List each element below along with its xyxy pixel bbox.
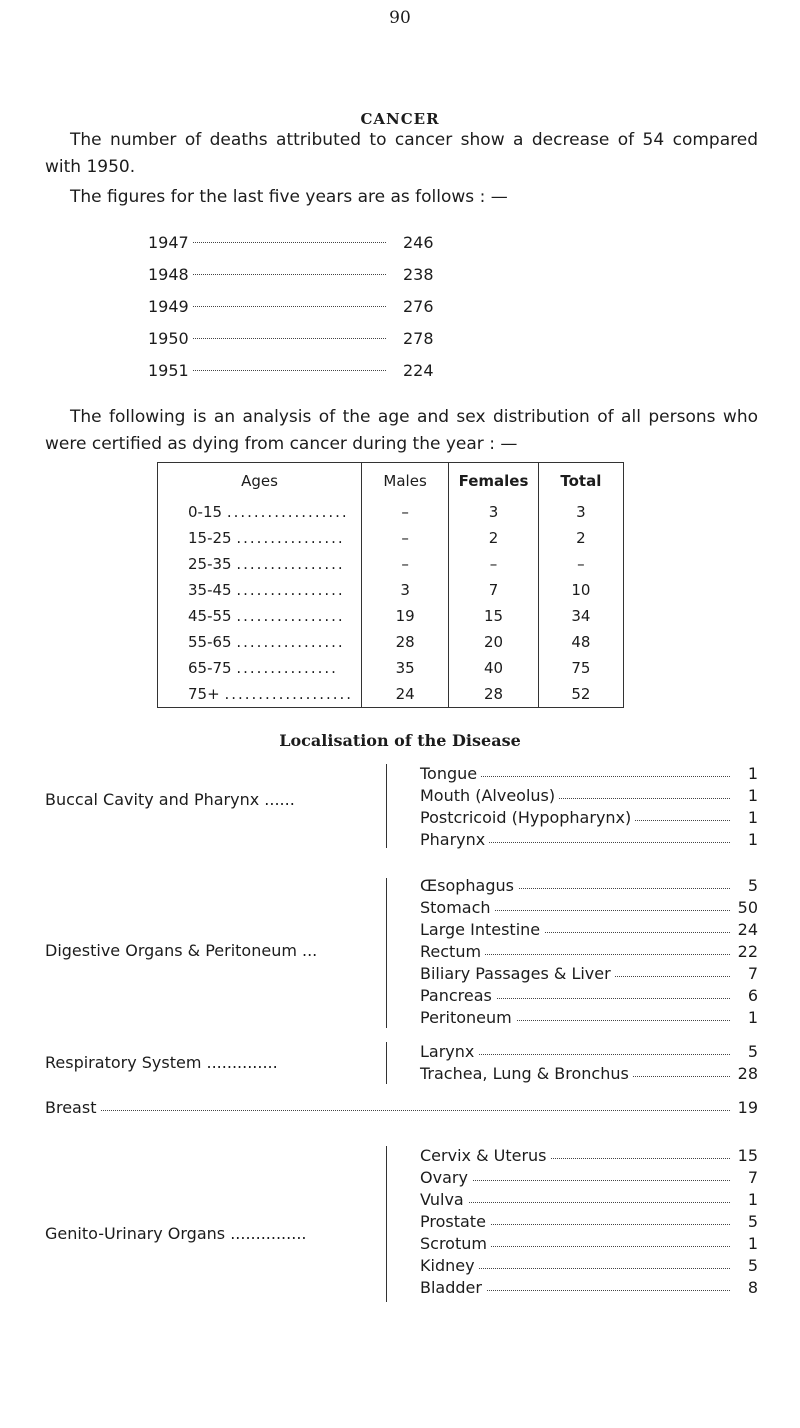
list-item: Biliary Passages & Liver 7 bbox=[420, 964, 758, 983]
group-label-breast: Breast 19 bbox=[45, 1098, 758, 1117]
age-cell: 15-25 ................ bbox=[158, 525, 362, 551]
list-item: Vulva 1 bbox=[420, 1190, 758, 1209]
figures-intro: The figures for the last five years are as follows : — bbox=[70, 187, 508, 207]
year: 1948 bbox=[148, 265, 189, 284]
females-cell: 40 bbox=[449, 655, 538, 681]
year: 1949 bbox=[148, 297, 189, 316]
table-row bbox=[158, 499, 624, 525]
deaths: 246 bbox=[403, 233, 434, 252]
year-row bbox=[148, 265, 488, 295]
table-row bbox=[158, 655, 624, 681]
total-cell: 2 bbox=[538, 525, 623, 551]
total-cell: 3 bbox=[538, 499, 623, 525]
header-males: Males bbox=[361, 463, 448, 500]
males-cell: 24 bbox=[361, 681, 448, 708]
total-cell: 52 bbox=[538, 681, 623, 708]
year-row bbox=[148, 233, 488, 263]
age-cell: 45-55 ................ bbox=[158, 603, 362, 629]
table-header-row bbox=[158, 463, 624, 500]
males-cell: – bbox=[361, 499, 448, 525]
table-row bbox=[158, 577, 624, 603]
year-row bbox=[148, 329, 488, 359]
list-item: Scrotum 1 bbox=[420, 1234, 758, 1253]
total-cell: – bbox=[538, 551, 623, 577]
brace bbox=[386, 1146, 395, 1302]
brace bbox=[386, 1042, 395, 1084]
deaths: 224 bbox=[403, 361, 434, 380]
list-item: Trachea, Lung & Bronchus 28 bbox=[420, 1064, 758, 1083]
page-title: CANCER bbox=[360, 110, 440, 128]
list-item: Pancreas 6 bbox=[420, 986, 758, 1005]
deaths: 276 bbox=[403, 297, 434, 316]
localisation-title: Localisation of the Disease bbox=[279, 731, 521, 750]
year: 1950 bbox=[148, 329, 189, 348]
age-cell: 35-45 ................ bbox=[158, 577, 362, 603]
total-cell: 10 bbox=[538, 577, 623, 603]
list-item: Rectum 22 bbox=[420, 942, 758, 961]
table-row bbox=[158, 629, 624, 655]
males-cell: 28 bbox=[361, 629, 448, 655]
females-cell: 7 bbox=[449, 577, 538, 603]
table-row bbox=[158, 603, 624, 629]
list-item: Large Intestine 24 bbox=[420, 920, 758, 939]
age-cell: 25-35 ................ bbox=[158, 551, 362, 577]
females-cell: 20 bbox=[449, 629, 538, 655]
header-ages: Ages bbox=[158, 463, 362, 500]
list-item: Pharynx 1 bbox=[420, 830, 758, 849]
males-cell: 35 bbox=[361, 655, 448, 681]
list-item: Kidney 5 bbox=[420, 1256, 758, 1275]
table-row bbox=[158, 525, 624, 551]
header-total: Total bbox=[538, 463, 623, 500]
list-item: Larynx 5 bbox=[420, 1042, 758, 1061]
total-cell: 34 bbox=[538, 603, 623, 629]
list-item: Ovary 7 bbox=[420, 1168, 758, 1187]
males-cell: 3 bbox=[361, 577, 448, 603]
analysis-intro: The following is an analysis of the age and sex distribution of all persons who were certified as dying from cancer during the year : — bbox=[45, 407, 758, 454]
age-sex-table bbox=[157, 462, 624, 708]
deaths: 278 bbox=[403, 329, 434, 348]
males-cell: – bbox=[361, 525, 448, 551]
table-row bbox=[158, 681, 624, 708]
list-item: Prostate 5 bbox=[420, 1212, 758, 1231]
list-item: Postcricoid (Hypopharynx) 1 bbox=[420, 808, 758, 827]
females-cell: 15 bbox=[449, 603, 538, 629]
table-row bbox=[158, 551, 624, 577]
intro-paragraph: The number of deaths attributed to cancer show a decrease of 54 compared with 1950. bbox=[45, 130, 758, 177]
page-number: 90 bbox=[389, 8, 411, 28]
age-cell: 75+ ................... bbox=[158, 681, 362, 708]
year: 1947 bbox=[148, 233, 189, 252]
brace bbox=[386, 878, 395, 1028]
females-cell: – bbox=[449, 551, 538, 577]
list-item: Stomach 50 bbox=[420, 898, 758, 917]
list-item: Œsophagus 5 bbox=[420, 876, 758, 895]
year: 1951 bbox=[148, 361, 189, 380]
breast-count: 19 bbox=[737, 1098, 758, 1117]
year-row bbox=[148, 361, 488, 391]
list-item: Peritoneum 1 bbox=[420, 1008, 758, 1027]
list-item: Tongue 1 bbox=[420, 764, 758, 783]
list-item: Mouth (Alveolus) 1 bbox=[420, 786, 758, 805]
header-females: Females bbox=[449, 463, 538, 500]
females-cell: 28 bbox=[449, 681, 538, 708]
group-label-respiratory: Respiratory System .............. bbox=[45, 1053, 278, 1072]
total-cell: 75 bbox=[538, 655, 623, 681]
males-cell: 19 bbox=[361, 603, 448, 629]
females-cell: 3 bbox=[449, 499, 538, 525]
age-cell: 55-65 ................ bbox=[158, 629, 362, 655]
males-cell: – bbox=[361, 551, 448, 577]
list-item: Cervix & Uterus 15 bbox=[420, 1146, 758, 1165]
group-label-genito-urinary: Genito-Urinary Organs ............... bbox=[45, 1224, 307, 1243]
list-item: Bladder 8 bbox=[420, 1278, 758, 1297]
total-cell: 48 bbox=[538, 629, 623, 655]
group-label-digestive: Digestive Organs & Peritoneum ... bbox=[45, 941, 318, 960]
females-cell: 2 bbox=[449, 525, 538, 551]
age-cell: 65-75 ............... bbox=[158, 655, 362, 681]
deaths: 238 bbox=[403, 265, 434, 284]
age-cell: 0-15 .................. bbox=[158, 499, 362, 525]
brace bbox=[386, 764, 395, 848]
year-row bbox=[148, 297, 488, 327]
group-label-buccal: Buccal Cavity and Pharynx ...... bbox=[45, 790, 295, 809]
